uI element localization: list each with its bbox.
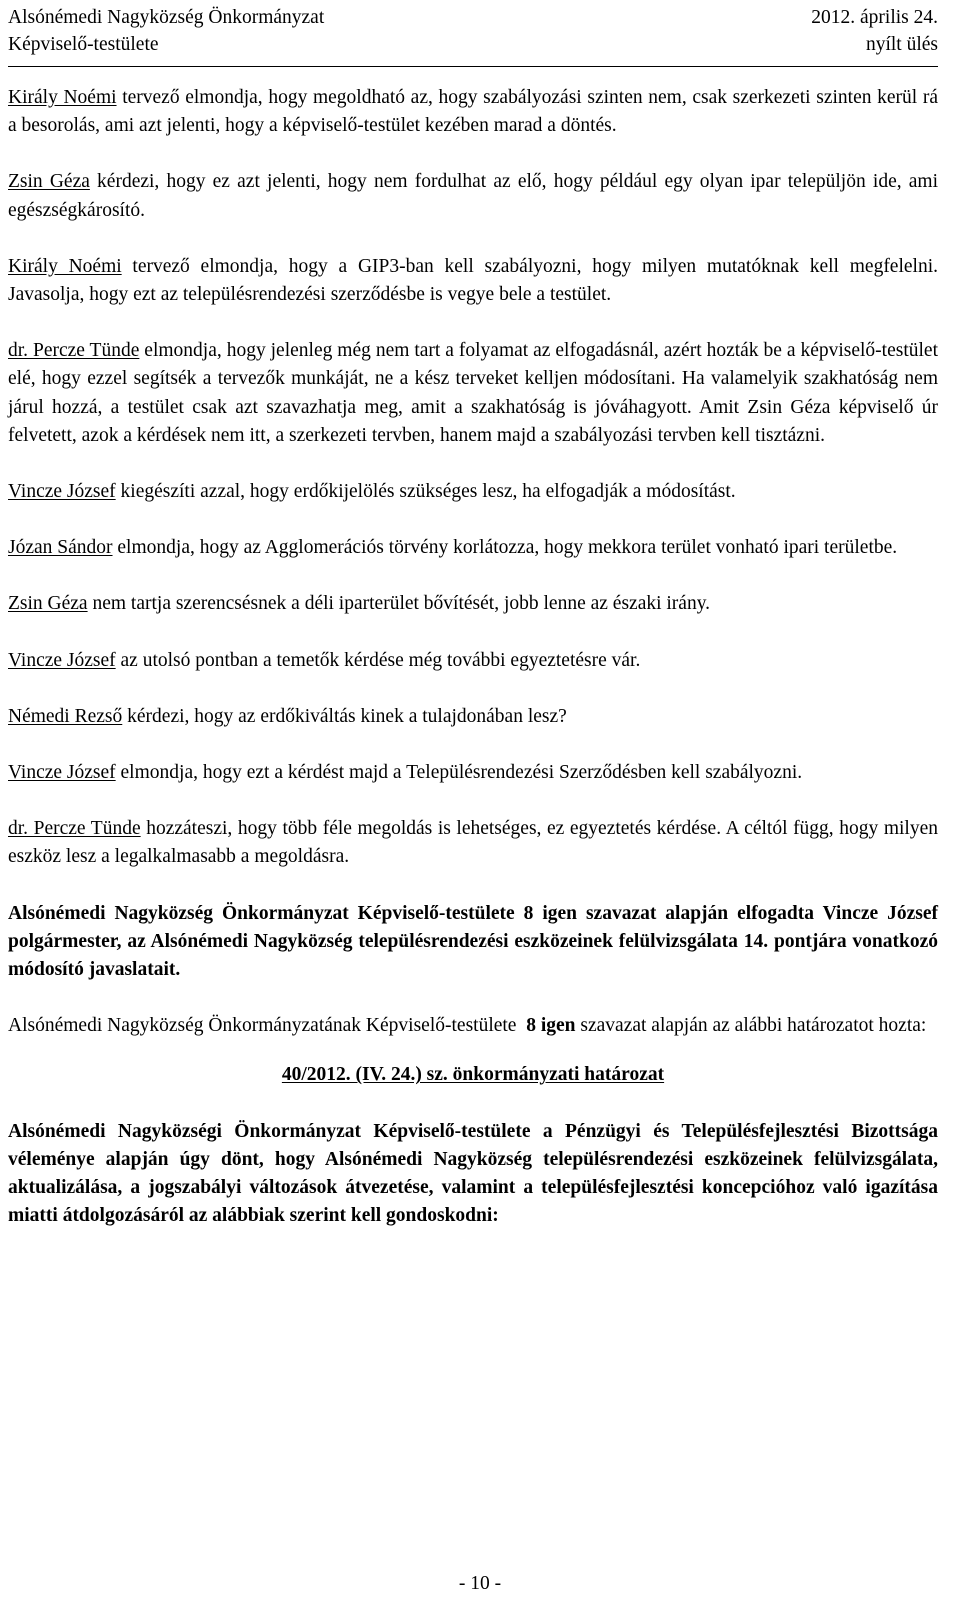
vote-intro-text-end: szavazat alapján az alábbi határozatot hozta: [575,1015,927,1037]
paragraph-text: tervező elmondja, hogy megoldható az, hogy szabályozási szinten nem, csak szerkezeti szinten kerül rá a besorolás, ami azt jelenti, hogy a képviselő-testület kezében marad a döntés. [8,87,938,137]
paragraph-text: tervező elmondja, hogy a GIP3-ban kell szabályozni, hogy milyen mutatóknak kell megfelelni. Javasolja, hogy ezt az településrendezési szerződésbe is vegye bele a testület. [8,255,938,306]
minutes-paragraph [8,647,938,675]
speaker-name: dr. Percze Tünde [8,340,140,362]
minutes-paragraph [8,590,938,618]
page-number: - 10 - [458,1573,502,1594]
minutes-paragraph [8,759,938,787]
header-body: Képviselő-testülete [8,34,159,55]
paragraph-text: kérdezi, hogy az erdőkiváltás kinek a tulajdonában lesz? [122,705,567,727]
paragraph-text: elmondja, hogy az Agglomerációs törvény korlátozza, hogy mekkora terület vonható ipari területbe. [112,537,898,559]
header-session: nyílt ülés [865,34,938,55]
speaker-name: dr. Percze Tünde [8,818,141,840]
paragraph-text: kérdezi, hogy ez azt jelenti, hogy nem fordulhat az elő, hogy például egy olyan ipar települjön ide, ami egészségkárosító. [8,171,939,221]
minutes-paragraph [8,703,938,731]
vote-intro [8,1012,938,1040]
minutes-paragraph [8,168,938,224]
speaker-name: Zsin Géza [8,171,90,193]
resolution-title [8,1061,938,1089]
header-divider [8,66,938,67]
bold-statement: Alsónémedi Nagyközség Önkormányzat Képviselő-testülete 8 igen szavazat alapján elfogadta Vincze József polgármester, az Alsónémedi Nagyközség településrendezési eszközeinek felülvizsgálata 14. pontjára vonatkozó módosító javaslatait. [8,902,938,981]
header-row-2 [8,31,938,58]
paragraph-text: nem tartja szerencsésnek a déli iparterület bővítését, jobb lenne az északi irány. [87,593,711,615]
paragraph-text: elmondja, hogy jelenleg még nem tart a folyamat az elfogadásnál, azért hozták be a képviselő-testület elé, hogy ezzel segítsék a tervezők munkáját, ne a kész terveket kelljen módosítani. Ha valamelyik szakhatóság nem járul hozzá, a testület csak azt szavazhatja meg, amit a szakhatóság is jóváhagyott. Amit Zsin Géza képviselő úr felvetett, azok a kérdések nem itt, a szerkezeti tervben, hanem majd a szabályozási tervben kell tisztázni. [8,340,938,446]
minutes-paragraph [8,84,938,140]
page-header [8,4,938,58]
speaker-name: Király Noémi [8,255,122,277]
minutes-paragraph [8,815,938,871]
document-body [8,84,938,1230]
paragraph-text: az utolsó pontban a temetők kérdése még további egyeztetésre vár. [115,649,641,671]
vote-intro-text: Alsónémedi Nagyközség Önkormányzatának Képviselő-testülete [8,1015,527,1037]
minutes-paragraph [8,253,938,309]
resolution-title-text: 40/2012. (IV. 24.) sz. önkormányzati határozat [281,1064,665,1086]
speaker-name: Király Noémi [8,87,117,108]
minutes-paragraph [8,478,938,506]
speaker-name: Vincze József [8,762,116,784]
speaker-name: Vincze József [8,481,116,503]
header-date: 2012. április 24. [811,7,938,28]
speaker-name: Józan Sándor [8,537,113,559]
minutes-paragraph [8,534,938,562]
header-organization: Alsónémedi Nagyközség Önkormányzat [8,7,325,28]
paragraph-text: kiegészíti azzal, hogy erdőkijelölés szükséges lesz, ha elfogadják a módosítást. [115,481,736,503]
speaker-name: Némedi Rezső [8,705,123,727]
resolution-text: Alsónémedi Nagyközségi Önkormányzat Képviselő-testülete a Pénzügyi és Településfejlesztési Bizottsága véleménye alapján úgy dönt, hogy Alsónémedi Nagyközség településrendezési eszközeinek felülvizsgálata, aktualizálása, a jogszabályi változások átvezetése, valamint a településfejlesztési koncepcióhoz való igazítása miatti átdolgozásáról az alábbiak szerint kell gondoskodni: [8,1120,938,1227]
speaker-name: Zsin Géza [8,593,88,615]
header-row-1 [8,4,938,31]
minutes-paragraph [8,337,938,450]
paragraph-text: elmondja, hogy ezt a kérdést majd a Településrendezési Szerződésben kell szabályozni. [115,762,803,784]
speaker-name: Vincze József [8,649,116,671]
paragraph-text: hozzáteszi, hogy több féle megoldás is lehetséges, ez egyeztetés kérdése. A céltól függ, hogy milyen eszköz lesz a legalkalmasabb a megoldásra. [8,818,939,868]
vote-count: 8 igen [526,1015,576,1037]
